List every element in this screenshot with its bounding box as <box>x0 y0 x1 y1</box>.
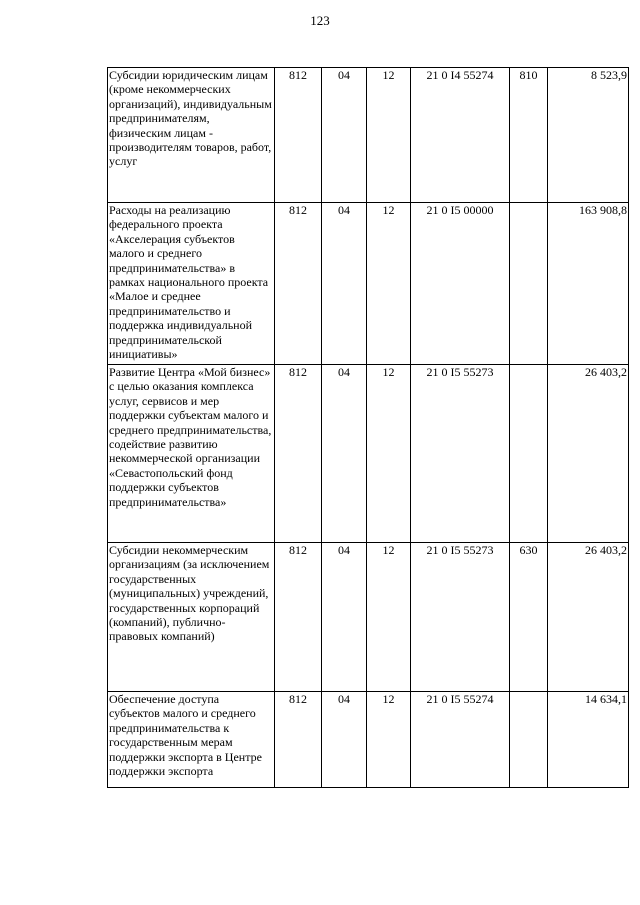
ministry-code: 812 <box>275 365 322 543</box>
row-name: Расходы на реализацию федерального проекта «Акселерация субъектов малого и среднего предпринимательства» в рамках национального проекта «Малое и среднее предпринимательство и поддержка индивидуальной предпринимательской инициативы» <box>108 203 275 365</box>
row-name: Субсидии юридическим лицам (кроме некоммерческих организаций), индивидуальным предпринимателям, физическим лицам - производителям товаров, работ, услуг <box>108 68 275 203</box>
section-code: 04 <box>322 203 367 365</box>
subsection-code: 12 <box>367 365 411 543</box>
ministry-code: 812 <box>275 203 322 365</box>
amount: 26 403,2 <box>548 365 629 543</box>
expense-type <box>510 365 548 543</box>
section-code: 04 <box>322 68 367 203</box>
section-code: 04 <box>322 543 367 692</box>
table-row <box>108 68 629 203</box>
row-name: Обеспечение доступа субъектов малого и среднего предпринимательства к государственным мерам поддержки экспорта в Центре поддержки экспорта <box>108 692 275 788</box>
target-article: 21 0 I5 00000 <box>411 203 510 365</box>
page-number: 123 <box>310 13 330 28</box>
expense-type: 630 <box>510 543 548 692</box>
budget-table <box>107 67 629 788</box>
ministry-code: 812 <box>275 692 322 788</box>
table-row <box>108 203 629 365</box>
target-article: 21 0 I5 55274 <box>411 692 510 788</box>
row-name: Развитие Центра «Мой бизнес» с целью оказания комплекса услуг, сервисов и мер поддержки субъектам малого и среднего предпринимательства, содействие развитию некоммерческой организации «Севастопольский фонд поддержки субъектов предпринимательства» <box>108 365 275 543</box>
subsection-code: 12 <box>367 692 411 788</box>
table-row <box>108 543 629 692</box>
subsection-code: 12 <box>367 543 411 692</box>
amount: 26 403,2 <box>548 543 629 692</box>
expense-type <box>510 692 548 788</box>
amount: 8 523,9 <box>548 68 629 203</box>
ministry-code: 812 <box>275 543 322 692</box>
amount: 14 634,1 <box>548 692 629 788</box>
amount: 163 908,8 <box>548 203 629 365</box>
row-name: Субсидии некоммерческим организациям (за исключением государственных (муниципальных) учреждений, государственных корпораций (компаний), публично-правовых компаний) <box>108 543 275 692</box>
section-code: 04 <box>322 365 367 543</box>
target-article: 21 0 I5 55273 <box>411 543 510 692</box>
target-article: 21 0 I5 55273 <box>411 365 510 543</box>
section-code: 04 <box>322 692 367 788</box>
ministry-code: 812 <box>275 68 322 203</box>
target-article: 21 0 I4 55274 <box>411 68 510 203</box>
subsection-code: 12 <box>367 203 411 365</box>
expense-type: 810 <box>510 68 548 203</box>
expense-type <box>510 203 548 365</box>
table-row <box>108 692 629 788</box>
subsection-code: 12 <box>367 68 411 203</box>
table-row <box>108 365 629 543</box>
